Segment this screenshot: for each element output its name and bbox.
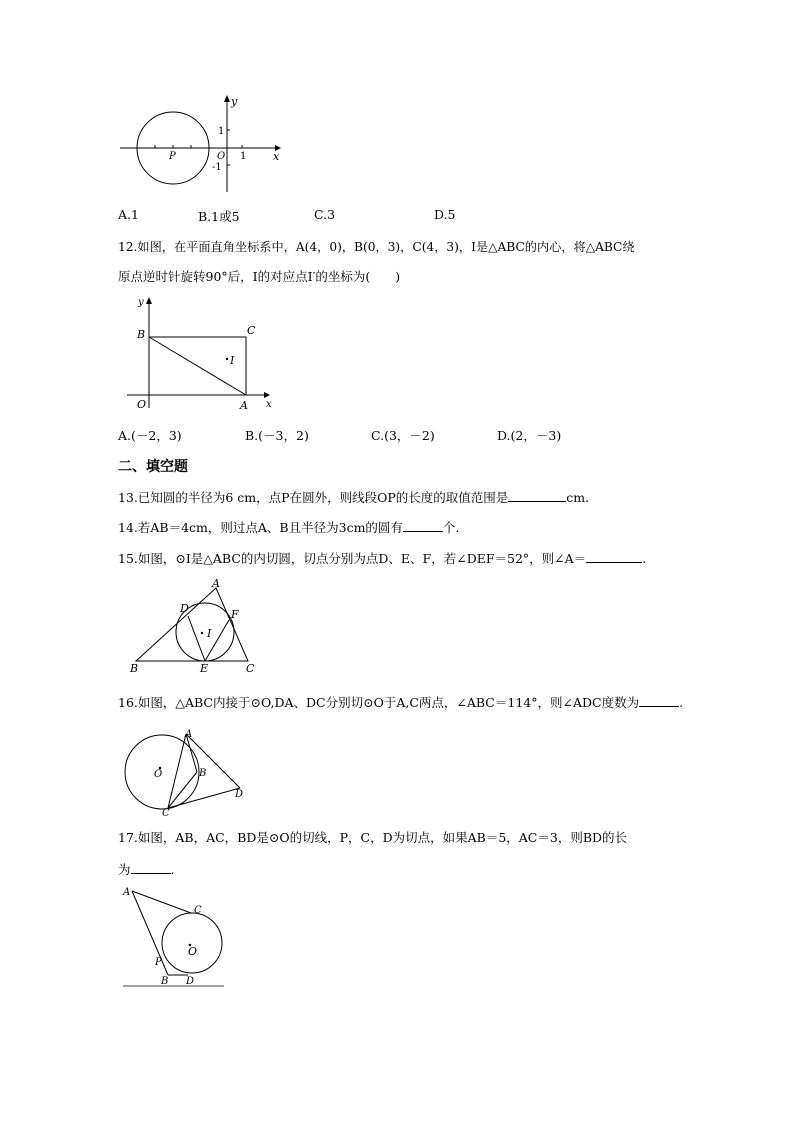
- y-one-label: 1: [218, 126, 225, 137]
- origin-label: O: [217, 151, 226, 162]
- q15-blank: [586, 549, 642, 563]
- tangent-cd: [168, 788, 240, 808]
- y-axis-arrow: [146, 297, 152, 304]
- q11-option-a: A.1: [118, 207, 139, 222]
- tangent-ab: [132, 891, 168, 975]
- x-label: x: [266, 399, 272, 410]
- q12-figure: [125, 293, 280, 413]
- x-one-label: 1: [240, 151, 247, 162]
- y-neg-one-label: -1: [212, 162, 222, 173]
- triangle-abc: [136, 588, 248, 661]
- incenter-point: [201, 632, 203, 634]
- q13-before: 13.已知圆的半径为6 cm，点P在圆外，则线段OP的长度的取值范围是: [118, 490, 509, 505]
- segment-df: [188, 616, 229, 620]
- tangent-ac: [132, 891, 191, 913]
- q11-figure: [115, 92, 290, 197]
- q12-option-d: D.(2，－3): [497, 428, 562, 443]
- d-label: D: [235, 789, 244, 800]
- q12-line2: 原点逆时针旋转90°后，I的对应点I′的坐标为( ): [118, 269, 401, 284]
- p-label: P: [169, 151, 176, 162]
- q12-line1: 12.如图，在平面直角坐标系中，A(4，0)，B(0，3)，C(4，3)，I是△ABC的内心，将△ABC绕: [118, 240, 635, 254]
- e-label: E: [200, 662, 209, 675]
- b-label: B: [199, 768, 207, 779]
- q16-figure: [122, 726, 252, 818]
- o-label: O: [188, 945, 198, 958]
- segment-de: [188, 616, 205, 661]
- a-label: A: [212, 577, 220, 590]
- a-label: A: [240, 399, 248, 412]
- q14-text: [118, 518, 459, 537]
- b-label: B: [130, 662, 139, 675]
- a-label: A: [123, 887, 131, 898]
- i-label: I: [230, 354, 235, 367]
- p-label: P: [155, 957, 162, 968]
- b-label: B: [137, 328, 146, 341]
- q13-after: cm.: [566, 490, 590, 505]
- q12-option-a: A.(－2，3): [118, 428, 182, 443]
- q11-option-d: D.5: [434, 207, 456, 222]
- q15-before: 15.如图，⊙I是△ABC的内切圆，切点分别为点D、E、F，若∠DEF＝52°，则∠A＝: [118, 551, 587, 566]
- c-label: C: [246, 662, 255, 675]
- q15-after: .: [642, 551, 647, 566]
- d-label: D: [180, 602, 189, 615]
- q17-after: .: [170, 862, 175, 877]
- c-label: C: [194, 905, 202, 916]
- d-label: D: [186, 976, 195, 987]
- q16-blank: [639, 693, 679, 707]
- y-label: y: [231, 95, 238, 108]
- q11-option-b: B.1或5: [198, 209, 240, 224]
- q14-blank: [403, 518, 443, 532]
- q12-option-b: B.(－3，2): [245, 428, 309, 443]
- y-label: y: [138, 297, 144, 308]
- q11-option-c: C.3: [314, 207, 336, 222]
- i-label: I: [207, 627, 212, 640]
- q12-option-c: C.(3，－2): [371, 428, 435, 443]
- section-heading: 二、填空题: [118, 459, 188, 475]
- c-label: C: [162, 808, 170, 818]
- q17-before: 为: [118, 862, 131, 877]
- y-axis-arrow: [224, 95, 230, 102]
- o-label: O: [154, 769, 163, 780]
- q16-after: .: [679, 695, 684, 710]
- q15-figure: [126, 576, 266, 676]
- q13-blank: [508, 488, 566, 502]
- q14-after: 个.: [442, 520, 460, 535]
- x-label: x: [273, 150, 280, 163]
- q16-before: 16.如图，△ABC内接于⊙O,DA、DC分别切⊙O于A,C两点，∠ABC＝114°，则∠ADC度数为: [118, 695, 640, 710]
- f-label: F: [231, 608, 239, 621]
- q13-text: [118, 488, 589, 507]
- q17-line2: [118, 860, 175, 879]
- a-label: A: [185, 729, 193, 740]
- q16-text: [118, 693, 683, 712]
- x-axis-arrow: [264, 392, 270, 398]
- b-label: B: [161, 976, 169, 987]
- q17-line1: 17.如图，AB，AC，BD是⊙O的切线，P，C，D为切点，如果AB＝5，AC＝3，则BD的长: [118, 830, 628, 845]
- origin-label: O: [137, 398, 147, 411]
- q17-figure: [118, 883, 233, 991]
- circle-o: [162, 913, 222, 973]
- incenter-point: [226, 358, 228, 360]
- q17-blank: [131, 860, 171, 874]
- q14-before: 14.若AB＝4cm，则过点A、B且半径为3cm的圆有: [118, 520, 403, 535]
- c-label: C: [247, 324, 256, 337]
- q15-text: [118, 549, 646, 568]
